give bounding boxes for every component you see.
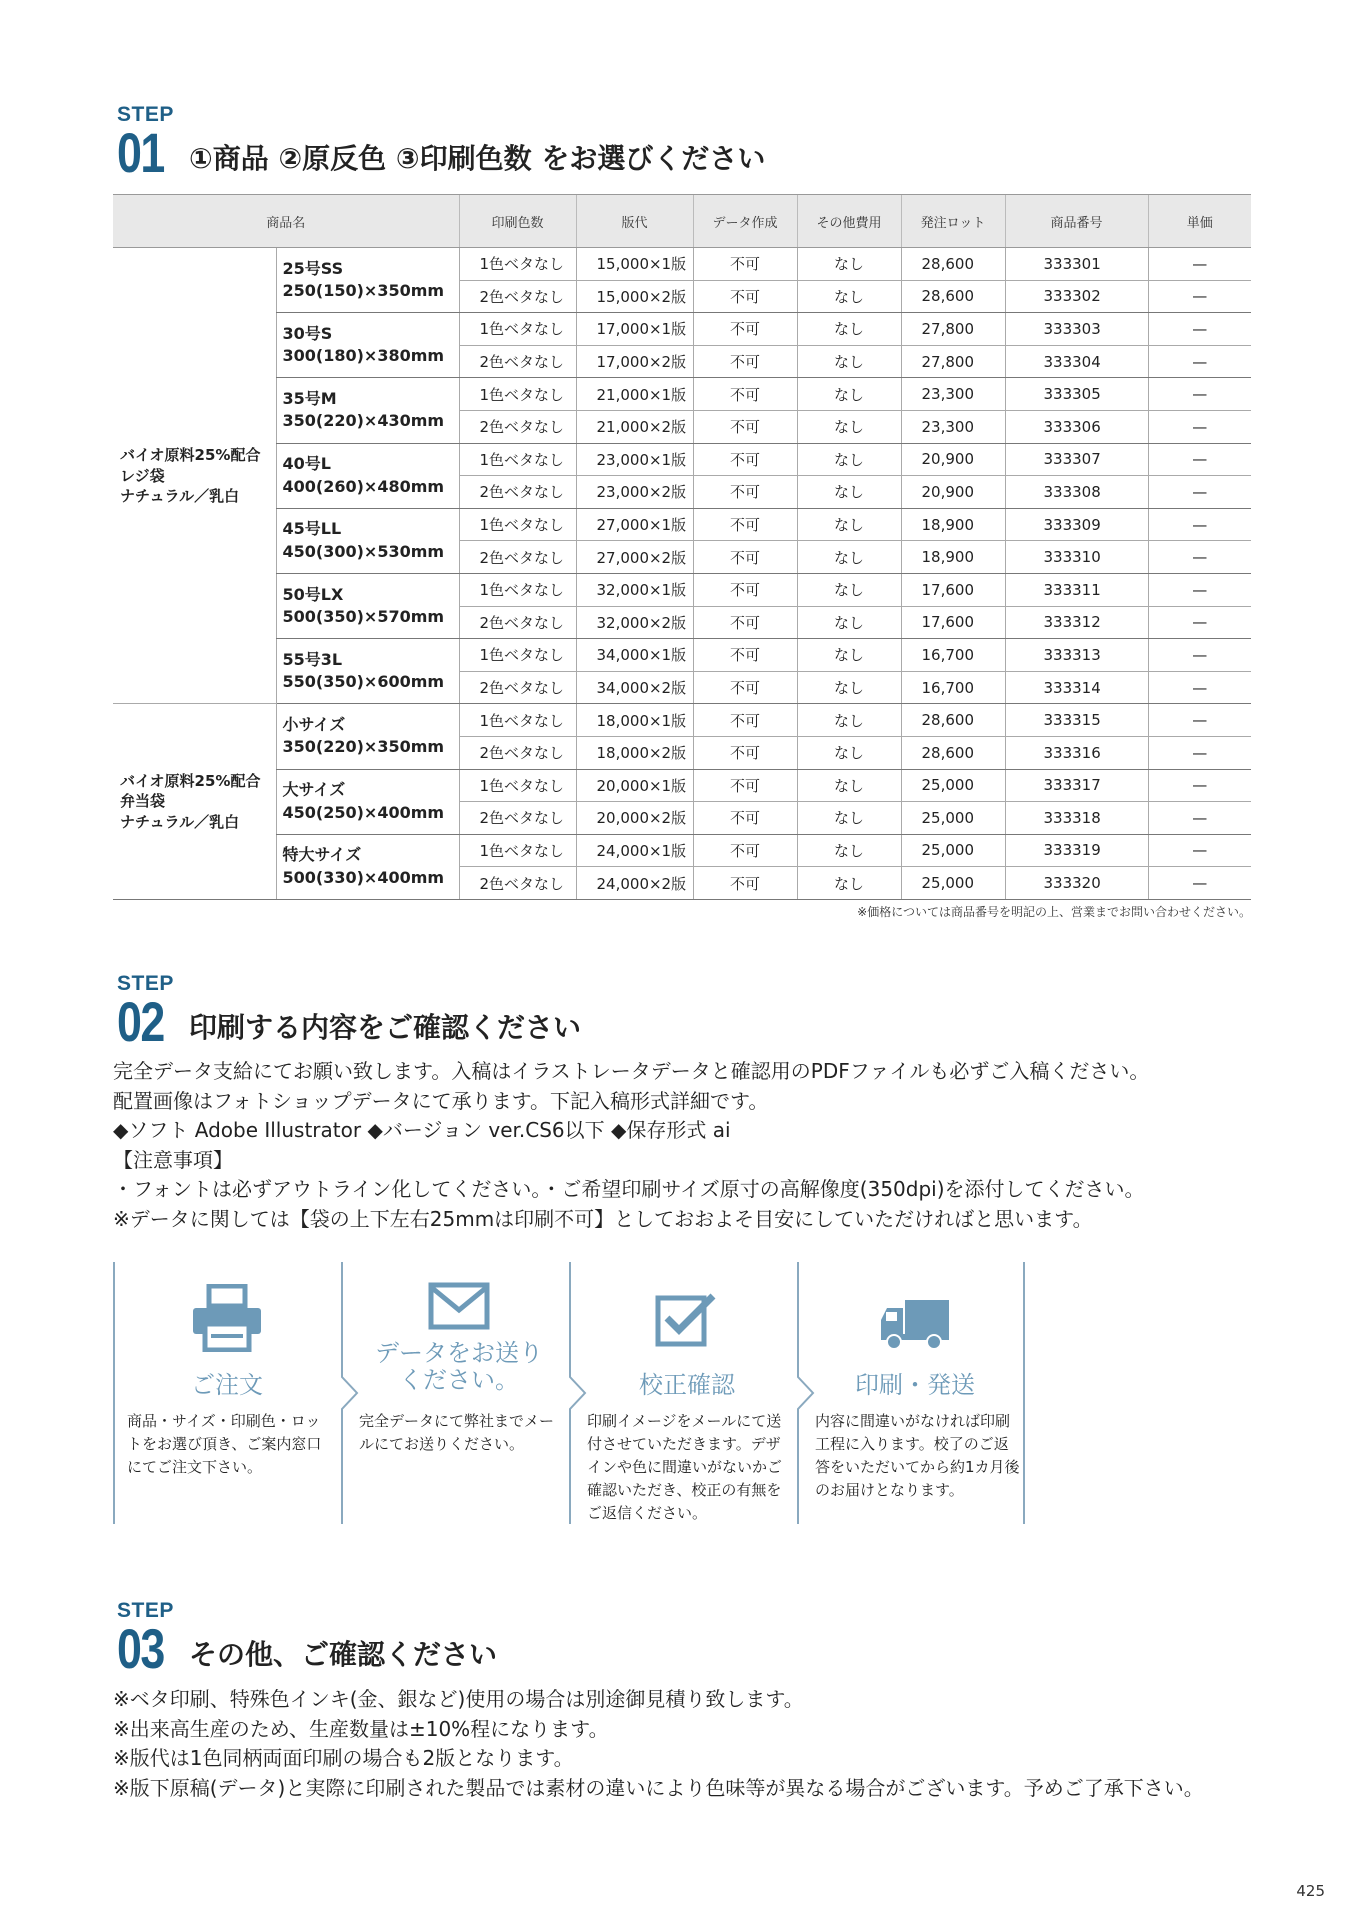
- unit-price-cell: —: [1148, 802, 1251, 835]
- unit-price-cell: —: [1148, 280, 1251, 313]
- note-line: ※版代は1色同柄両面印刷の場合も2版となります。: [113, 1746, 574, 1770]
- size-cell: 特大サイズ 500(330)×400mm: [276, 834, 459, 899]
- order-lot-cell: 18,900: [901, 541, 1005, 574]
- print-colors-cell: 2色ベタなし: [459, 410, 576, 443]
- plate-fee-cell: 34,000×1版: [576, 639, 693, 672]
- other-fees-cell: なし: [797, 508, 901, 541]
- unit-price-cell: —: [1148, 736, 1251, 769]
- other-fees-cell: なし: [797, 671, 901, 704]
- header-unit-price: 単価: [1148, 195, 1251, 248]
- instruction-line: ・フォントは必ずアウトライン化してください。・ご希望印刷サイズ原寸の高解像度(350dpi)を添付してください。: [113, 1177, 1145, 1201]
- plate-fee-cell: 24,000×2版: [576, 867, 693, 900]
- data-creation-cell: 不可: [693, 606, 797, 639]
- other-fees-cell: なし: [797, 704, 901, 737]
- other-fees-cell: なし: [797, 736, 901, 769]
- order-lot-cell: 16,700: [901, 671, 1005, 704]
- step2-label: STEP: [117, 972, 174, 995]
- flow-desc-send-data: 完全データにて弊社までメールにてお送りください。: [359, 1412, 555, 1453]
- product-code-cell: 333304: [1005, 345, 1148, 378]
- data-creation-cell: 不可: [693, 704, 797, 737]
- unit-price-cell: —: [1148, 606, 1251, 639]
- printer-icon: [191, 1284, 263, 1356]
- data-creation-cell: 不可: [693, 834, 797, 867]
- other-fees-cell: なし: [797, 378, 901, 411]
- product-price-table: [113, 194, 1251, 900]
- note-line: ※版下原稿(データ)と実際に印刷された製品では素材の違いにより色味等が異なる場合がございます。予めご了承下さい。: [113, 1775, 1204, 1800]
- order-flow: [113, 1262, 1023, 1524]
- product-code-cell: 333312: [1005, 606, 1148, 639]
- print-colors-cell: 2色ベタなし: [459, 867, 576, 900]
- step3-number: 03: [117, 1617, 164, 1680]
- print-colors-cell: 2色ベタなし: [459, 802, 576, 835]
- size-cell: 50号LX 500(350)×570mm: [276, 573, 459, 638]
- table-row: [113, 443, 1251, 476]
- step2-number: 02: [117, 990, 164, 1053]
- order-lot-cell: 16,700: [901, 639, 1005, 672]
- step2-title: 印刷する内容をご確認ください: [189, 1011, 582, 1044]
- product-code-cell: 333315: [1005, 704, 1148, 737]
- product-code-cell: 333319: [1005, 834, 1148, 867]
- step1-heading: [117, 103, 766, 184]
- flow-title-send-data: データをお送り ください。: [375, 1339, 543, 1394]
- step1-title: ①商品 ②原反色 ③印刷色数 をお選びください: [189, 142, 766, 175]
- step1-label: STEP: [117, 103, 174, 126]
- flow-desc-print-ship: 内容に間違いがなければ印刷工程に入ります。校了のご返答をいただいてから約1カ月後のお届けとなります。: [815, 1412, 1020, 1499]
- plate-fee-cell: 27,000×1版: [576, 508, 693, 541]
- table-row: [113, 704, 1251, 737]
- unit-price-cell: —: [1148, 410, 1251, 443]
- table-row: [113, 508, 1251, 541]
- instruction-line: 完全データ支給にてお願い致します。入稿はイラストレータデータと確認用のPDFファイルも必ずご入稿ください。: [113, 1059, 1150, 1083]
- order-lot-cell: 25,000: [901, 802, 1005, 835]
- plate-fee-cell: 17,000×2版: [576, 345, 693, 378]
- step1-number: 01: [117, 121, 164, 184]
- unit-price-cell: —: [1148, 476, 1251, 509]
- header-product-code: 商品番号: [1005, 195, 1148, 248]
- size-cell: 大サイズ 450(250)×400mm: [276, 769, 459, 834]
- order-lot-cell: 28,600: [901, 736, 1005, 769]
- instruction-line: ◆ソフト Adobe Illustrator ◆バージョン ver.CS6以下 ◆保存形式 ai: [113, 1118, 731, 1142]
- product-code-cell: 333317: [1005, 769, 1148, 802]
- order-lot-cell: 25,000: [901, 834, 1005, 867]
- print-colors-cell: 1色ベタなし: [459, 573, 576, 606]
- page-number: 425: [1296, 1882, 1325, 1900]
- plate-fee-cell: 15,000×1版: [576, 248, 693, 281]
- step3-label: STEP: [117, 1599, 174, 1622]
- table-row: [113, 378, 1251, 411]
- product-code-cell: 333314: [1005, 671, 1148, 704]
- data-creation-cell: 不可: [693, 541, 797, 574]
- order-lot-cell: 23,300: [901, 378, 1005, 411]
- table-header-row: [113, 195, 1251, 248]
- other-fees-cell: なし: [797, 573, 901, 606]
- plate-fee-cell: 20,000×1版: [576, 769, 693, 802]
- other-fees-cell: なし: [797, 867, 901, 900]
- print-colors-cell: 1色ベタなし: [459, 704, 576, 737]
- product-code-cell: 333320: [1005, 867, 1148, 900]
- size-cell: 45号LL 450(300)×530mm: [276, 508, 459, 573]
- order-lot-cell: 28,600: [901, 248, 1005, 281]
- other-fees-cell: なし: [797, 834, 901, 867]
- plate-fee-cell: 18,000×2版: [576, 736, 693, 769]
- other-fees-cell: なし: [797, 313, 901, 346]
- data-creation-cell: 不可: [693, 867, 797, 900]
- plate-fee-cell: 23,000×1版: [576, 443, 693, 476]
- plate-fee-cell: 32,000×2版: [576, 606, 693, 639]
- plate-fee-cell: 21,000×1版: [576, 378, 693, 411]
- print-colors-cell: 1色ベタなし: [459, 248, 576, 281]
- plate-fee-cell: 23,000×2版: [576, 476, 693, 509]
- order-lot-cell: 27,800: [901, 345, 1005, 378]
- step3-notes: [113, 1685, 1204, 1803]
- product-code-cell: 333301: [1005, 248, 1148, 281]
- flow-step-proof: [573, 1262, 801, 1524]
- data-creation-cell: 不可: [693, 313, 797, 346]
- data-creation-cell: 不可: [693, 280, 797, 313]
- print-colors-cell: 2色ベタなし: [459, 736, 576, 769]
- order-lot-cell: 28,600: [901, 280, 1005, 313]
- other-fees-cell: なし: [797, 280, 901, 313]
- header-data-creation: データ作成: [693, 195, 797, 248]
- print-colors-cell: 1色ベタなし: [459, 639, 576, 672]
- data-creation-cell: 不可: [693, 345, 797, 378]
- price-note: ※価格については商品番号を明記の上、営業までお問い合わせください。: [857, 905, 1251, 919]
- header-order-lot: 発注ロット: [901, 195, 1005, 248]
- order-lot-cell: 20,900: [901, 476, 1005, 509]
- instruction-line: 【注意事項】: [113, 1147, 233, 1172]
- plate-fee-cell: 24,000×1版: [576, 834, 693, 867]
- data-creation-cell: 不可: [693, 573, 797, 606]
- unit-price-cell: —: [1148, 313, 1251, 346]
- size-cell: 35号M 350(220)×430mm: [276, 378, 459, 443]
- step3-title: その他、ご確認ください: [189, 1638, 498, 1671]
- header-product-name: 商品名: [113, 195, 459, 248]
- flow-title-proof: 校正確認: [639, 1371, 735, 1399]
- unit-price-cell: —: [1148, 508, 1251, 541]
- unit-price-cell: —: [1148, 639, 1251, 672]
- unit-price-cell: —: [1148, 345, 1251, 378]
- other-fees-cell: なし: [797, 345, 901, 378]
- unit-price-cell: —: [1148, 769, 1251, 802]
- order-lot-cell: 28,600: [901, 704, 1005, 737]
- data-creation-cell: 不可: [693, 639, 797, 672]
- table-row: [113, 834, 1251, 867]
- other-fees-cell: なし: [797, 639, 901, 672]
- order-lot-cell: 25,000: [901, 769, 1005, 802]
- product-code-cell: 333305: [1005, 378, 1148, 411]
- data-creation-cell: 不可: [693, 671, 797, 704]
- product-code-cell: 333302: [1005, 280, 1148, 313]
- other-fees-cell: なし: [797, 476, 901, 509]
- other-fees-cell: なし: [797, 443, 901, 476]
- table-row: [113, 573, 1251, 606]
- print-colors-cell: 1色ベタなし: [459, 769, 576, 802]
- truck-icon: [879, 1298, 951, 1354]
- note-line: ※出来高生産のため、生産数量は±10%程になります。: [113, 1716, 609, 1741]
- other-fees-cell: なし: [797, 769, 901, 802]
- product-code-cell: 333313: [1005, 639, 1148, 672]
- product-code-cell: 333303: [1005, 313, 1148, 346]
- size-cell: 30号S 300(180)×380mm: [276, 313, 459, 378]
- print-colors-cell: 2色ベタなし: [459, 671, 576, 704]
- data-creation-cell: 不可: [693, 508, 797, 541]
- print-colors-cell: 2色ベタなし: [459, 476, 576, 509]
- header-other-fees: その他費用: [797, 195, 901, 248]
- print-colors-cell: 2色ベタなし: [459, 280, 576, 313]
- print-colors-cell: 2色ベタなし: [459, 345, 576, 378]
- step2-instructions: [113, 1057, 1149, 1234]
- other-fees-cell: なし: [797, 802, 901, 835]
- plate-fee-cell: 17,000×1版: [576, 313, 693, 346]
- other-fees-cell: なし: [797, 248, 901, 281]
- data-creation-cell: 不可: [693, 410, 797, 443]
- data-creation-cell: 不可: [693, 248, 797, 281]
- unit-price-cell: —: [1148, 541, 1251, 574]
- table-row: [113, 313, 1251, 346]
- size-cell: 25号SS 250(150)×350mm: [276, 248, 459, 313]
- step3-heading: [117, 1599, 498, 1680]
- plate-fee-cell: 15,000×2版: [576, 280, 693, 313]
- unit-price-cell: —: [1148, 378, 1251, 411]
- flow-title-order: ご注文: [191, 1371, 263, 1399]
- order-lot-cell: 25,000: [901, 867, 1005, 900]
- plate-fee-cell: 34,000×2版: [576, 671, 693, 704]
- product-code-cell: 333310: [1005, 541, 1148, 574]
- plate-fee-cell: 18,000×1版: [576, 704, 693, 737]
- product-code-cell: 333307: [1005, 443, 1148, 476]
- print-colors-cell: 1色ベタなし: [459, 443, 576, 476]
- flow-desc-proof: 印刷イメージをメールにて送付させていただきます。デザインや色に間違いがないかご確認いただき、校正の有無をご返信ください。: [587, 1412, 783, 1522]
- print-colors-cell: 1色ベタなし: [459, 508, 576, 541]
- other-fees-cell: なし: [797, 606, 901, 639]
- envelope-icon: [428, 1282, 490, 1334]
- unit-price-cell: —: [1148, 443, 1251, 476]
- flow-title-print-ship: 印刷・発送: [855, 1371, 975, 1399]
- order-lot-cell: 18,900: [901, 508, 1005, 541]
- print-colors-cell: 1色ベタなし: [459, 313, 576, 346]
- header-plate-fee: 版代: [576, 195, 693, 248]
- print-colors-cell: 1色ベタなし: [459, 834, 576, 867]
- note-line: ※ベタ印刷、特殊色インキ(金、銀など)使用の場合は別途御見積り致します。: [113, 1687, 804, 1711]
- checkbox-icon: [655, 1292, 719, 1352]
- data-creation-cell: 不可: [693, 443, 797, 476]
- product-code-cell: 333318: [1005, 802, 1148, 835]
- size-cell: 小サイズ 350(220)×350mm: [276, 704, 459, 769]
- unit-price-cell: —: [1148, 573, 1251, 606]
- order-lot-cell: 20,900: [901, 443, 1005, 476]
- flow-step-send-data: [345, 1262, 573, 1524]
- size-cell: 40号L 400(260)×480mm: [276, 443, 459, 508]
- data-creation-cell: 不可: [693, 476, 797, 509]
- instruction-line: 配置画像はフォトショップデータにて承ります。下記入稿形式詳細です。: [113, 1088, 769, 1113]
- order-lot-cell: 17,600: [901, 606, 1005, 639]
- plate-fee-cell: 21,000×2版: [576, 410, 693, 443]
- plate-fee-cell: 20,000×2版: [576, 802, 693, 835]
- product-code-cell: 333316: [1005, 736, 1148, 769]
- print-colors-cell: 2色ベタなし: [459, 606, 576, 639]
- category-cell: バイオ原料25%配合 レジ袋 ナチュラル／乳白: [113, 248, 276, 704]
- flow-desc-order: 商品・サイズ・印刷色・ロットをお選び頂き、ご案内窓口にてご注文下さい。: [127, 1412, 322, 1476]
- plate-fee-cell: 27,000×2版: [576, 541, 693, 574]
- step2-heading: [117, 972, 582, 1053]
- data-creation-cell: 不可: [693, 378, 797, 411]
- table-row: [113, 639, 1251, 672]
- unit-price-cell: —: [1148, 671, 1251, 704]
- unit-price-cell: —: [1148, 834, 1251, 867]
- other-fees-cell: なし: [797, 541, 901, 574]
- flow-step-order: [113, 1262, 341, 1524]
- unit-price-cell: —: [1148, 704, 1251, 737]
- order-lot-cell: 27,800: [901, 313, 1005, 346]
- table-row: [113, 248, 1251, 281]
- table-row: [113, 769, 1251, 802]
- print-colors-cell: 2色ベタなし: [459, 541, 576, 574]
- flow-divider: [1023, 1262, 1025, 1524]
- category-cell: バイオ原料25%配合 弁当袋 ナチュラル／乳白: [113, 704, 276, 900]
- order-lot-cell: 23,300: [901, 410, 1005, 443]
- product-code-cell: 333306: [1005, 410, 1148, 443]
- data-creation-cell: 不可: [693, 736, 797, 769]
- print-colors-cell: 1色ベタなし: [459, 378, 576, 411]
- order-lot-cell: 17,600: [901, 573, 1005, 606]
- size-cell: 55号3L 550(350)×600mm: [276, 639, 459, 704]
- unit-price-cell: —: [1148, 867, 1251, 900]
- plate-fee-cell: 32,000×1版: [576, 573, 693, 606]
- header-print-colors: 印刷色数: [459, 195, 576, 248]
- flow-step-print-ship: [801, 1262, 1029, 1524]
- product-code-cell: 333308: [1005, 476, 1148, 509]
- data-creation-cell: 不可: [693, 802, 797, 835]
- data-creation-cell: 不可: [693, 769, 797, 802]
- product-code-cell: 333309: [1005, 508, 1148, 541]
- other-fees-cell: なし: [797, 410, 901, 443]
- unit-price-cell: —: [1148, 248, 1251, 281]
- instruction-line: ※データに関しては【袋の上下左右25mmは印刷不可】としておおよそ目安にしていただければと思います。: [113, 1206, 1093, 1231]
- product-code-cell: 333311: [1005, 573, 1148, 606]
